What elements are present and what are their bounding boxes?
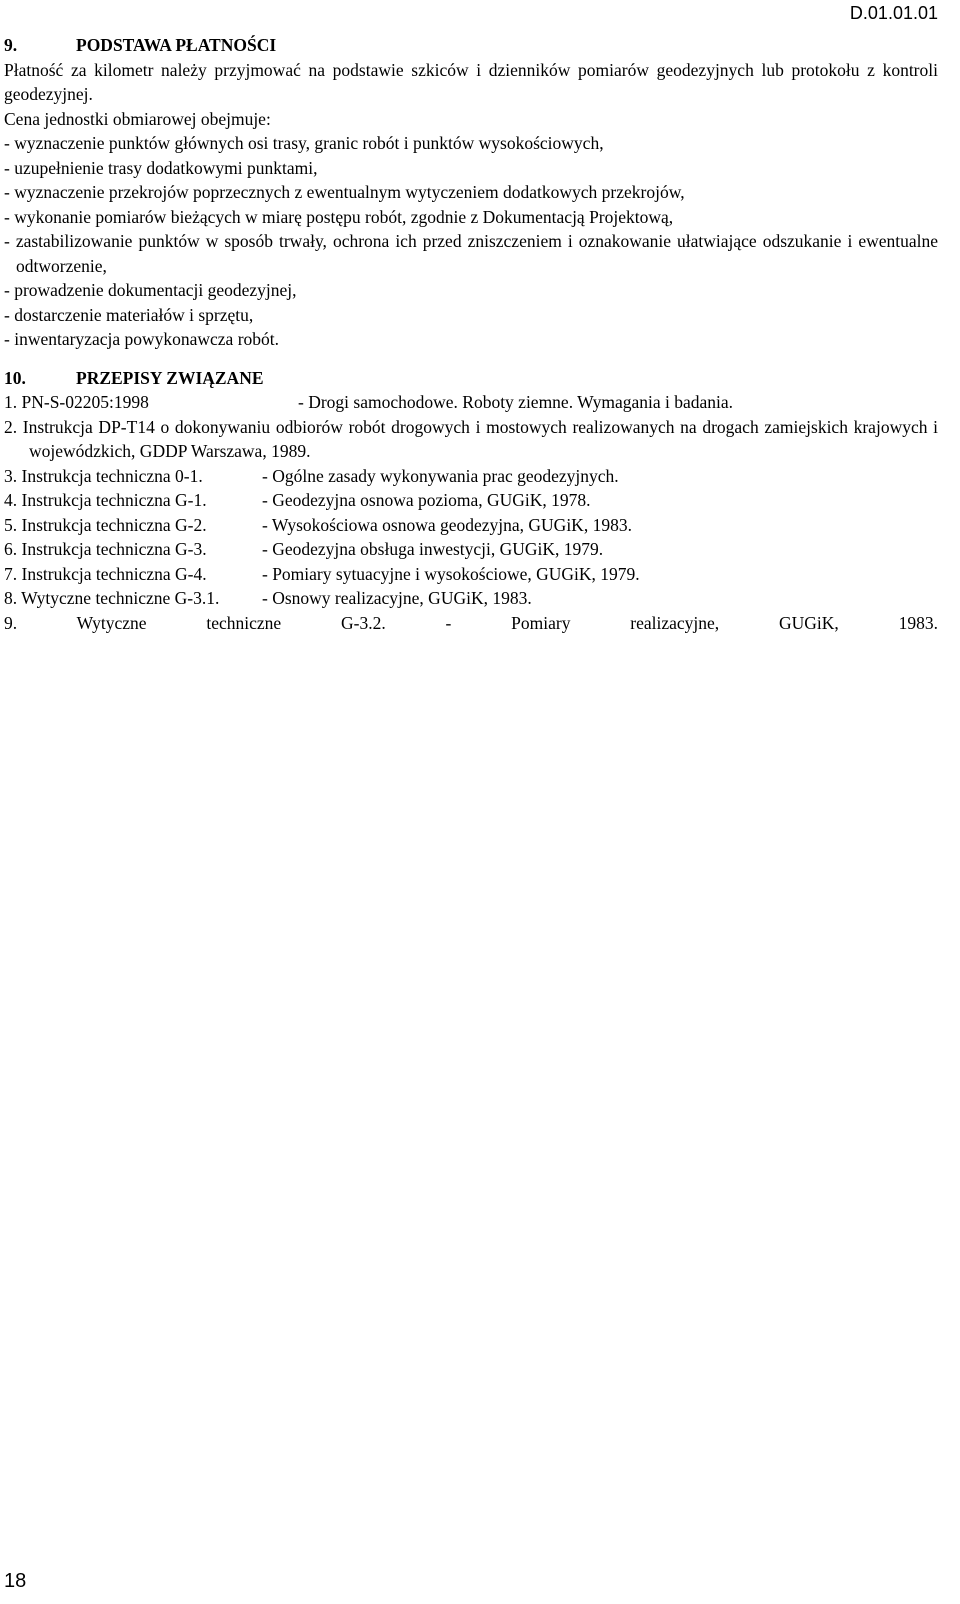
list-item: - prowadzenie dokumentacji geodezyjnej, [4,280,297,300]
list-item: - zastabilizowanie punktów w sposób trwały, ochrona ich przed zniszczeniem i oznakowanie ułatwiające odszukanie i ewentualne odtworzenie, [4,231,938,276]
reference-key: 6. Instrukcja techniczna G-3. [4,539,207,559]
reference-item [4,537,938,562]
reference-item: 2. Instrukcja DP-T14 o dokonywaniu odbiorów robót drogowych i mostowych realizowanych na drogach zamiejskich krajowych i wojewódzkich, GDDP Warszawa, 1989. [4,416,938,461]
list-item: - wyznaczenie punktów głównych osi trasy, granic robót i punktów wysokościowych, [4,133,604,153]
list-item: - wyznaczenie przekrojów poprzecznych z ewentualnym wytyczeniem dodatkowych przekrojów, [4,182,685,202]
section-9-heading [4,33,938,58]
reference-item [4,562,938,587]
reference-description: - Geodezyjna osnowa pozioma, GUGiK, 1978. [262,490,591,510]
list-item: - dostarczenie materiałów i sprzętu, [4,304,254,325]
section-number: 9. [4,35,18,55]
section-gap [4,352,938,366]
page-content [4,33,938,635]
reference-item [4,488,938,513]
reference-key: 3. Instrukcja techniczna 0-1. [4,465,203,486]
reference-description: - Drogi samochodowe. Roboty ziemne. Wymagania i badania. [298,392,734,412]
list-item: - uzupełnienie trasy dodatkowymi punktami, [4,157,318,178]
list-item: - inwentaryzacja powykonawcza robót. [4,329,280,349]
reference-key: 8. Wytyczne techniczne G-3.1. [4,588,220,608]
reference-description: - Wysokościowa osnowa geodezyjna, GUGiK, 1983. [262,514,632,535]
reference-key: 1. PN-S-02205:1998 [4,392,149,412]
document-code: D.01.01.01 [849,3,938,23]
reference-description: - Geodezyjna obsługa inwestycji, GUGiK, 1979. [262,539,604,559]
reference-item [4,513,938,538]
reference-item [4,464,938,489]
reference-description: - Osnowy realizacyjne, GUGiK, 1983. [262,588,532,608]
section-number: 10. [4,367,26,388]
list-item: - wykonanie pomiarów bieżących w miarę postępu robót, zgodnie z Dokumentacją Projektową, [4,206,674,227]
section-title: PODSTAWA PŁATNOŚCI [76,35,277,55]
reference-item: 9. Wytyczne techniczne G-3.2. - Pomiary realizacyjne, GUGiK, 1983. [4,612,938,633]
payment-intro: Płatność za kilometr należy przyjmować na podstawie szkiców i dzienników pomiarów geodezyjnych lub protokołu z kontroli geodezyjnej. [4,59,938,104]
reference-description: - Ogólne zasady wykonywania prac geodezyjnych. [262,465,619,486]
price-includes-label: Cena jednostki obmiarowej obejmuje: [4,108,271,129]
reference-key: 4. Instrukcja techniczna G-1. [4,490,207,510]
page-number: 18 [4,1570,27,1592]
reference-key: 5. Instrukcja techniczna G-2. [4,514,207,535]
reference-item [4,390,938,415]
reference-item [4,586,938,611]
reference-description: - Pomiary sytuacyjne i wysokościowe, GUGiK, 1979. [262,563,640,584]
reference-key: 7. Instrukcja techniczna G-4. [4,563,207,584]
section-10-heading [4,366,938,391]
section-title: PRZEPISY ZWIĄZANE [76,367,264,388]
